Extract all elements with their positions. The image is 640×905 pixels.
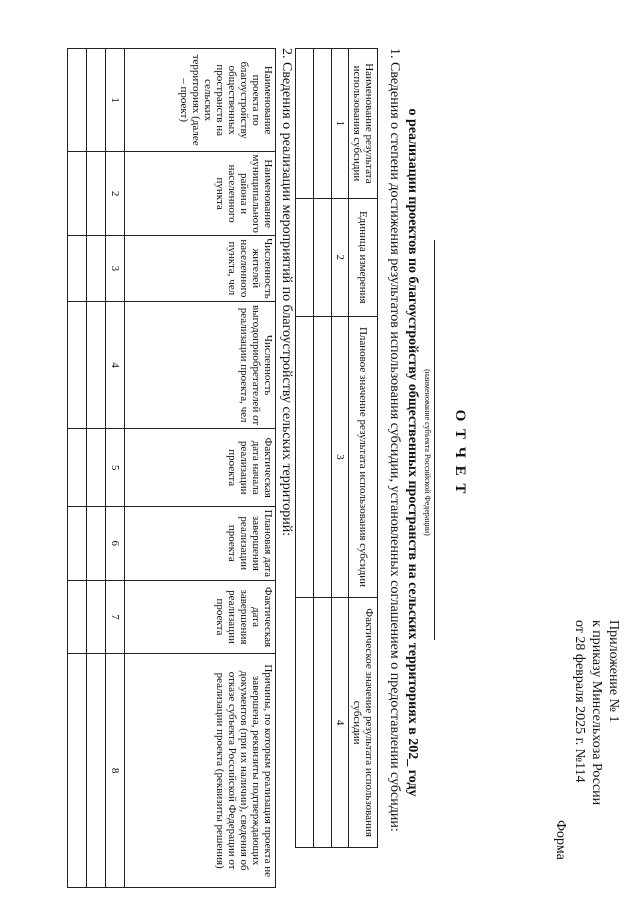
column-number-row [106, 49, 125, 888]
table-cell [296, 598, 314, 848]
column-number: 3 [106, 235, 125, 301]
table-cell [296, 49, 314, 199]
column-header: Наименование проекта по благоустройству общественных пространств на сельских территориях (далее – проект) [125, 49, 276, 152]
column-header: Численность жителей населенного пункта, чел [125, 235, 276, 301]
table-cell [87, 507, 106, 581]
subject-blank-line [434, 240, 436, 640]
table-header-row [349, 49, 378, 848]
column-header: Фактическая дата начала реализации проекта [125, 429, 276, 507]
form-label: Форма [553, 820, 568, 860]
report-title-word: О Т Ч Е Т [452, 409, 468, 496]
column-header: Плановое значение результата использования субсидии [349, 316, 378, 598]
table-cell [68, 507, 87, 581]
column-number: 8 [106, 654, 125, 888]
table-cell [68, 654, 87, 888]
column-header: Единица измерения [349, 198, 378, 316]
table-cell [314, 316, 332, 598]
column-header: Фактическая дата завершения реализации проекта [125, 580, 276, 654]
column-header: Причины, по которым реализация проекта не завершена, реквизиты подтверждающих документов (при их наличии), сведения об отказе субъекта Российской Федерации от реализации проекта (реквизиты решения) [125, 654, 276, 888]
column-number: 4 [106, 301, 125, 429]
column-header: Фактическое значение результата использования субсидии [349, 598, 378, 848]
table-cell [87, 429, 106, 507]
section2-heading: 2. Сведения о реализации мероприятий по благоустройству сельских территорий: [279, 48, 294, 537]
table-cell [296, 316, 314, 598]
table-row [296, 49, 314, 848]
table-row [87, 49, 106, 888]
appendix-header [571, 620, 622, 880]
table-cell [87, 301, 106, 429]
section1-heading: 1. Сведения о степени достижения результатов использования субсидии, установленных соглашением о предоставлении субсидии: [387, 48, 402, 832]
table-cell [87, 49, 106, 152]
table-cell [68, 301, 87, 429]
column-number: 2 [332, 198, 349, 316]
column-number: 5 [106, 429, 125, 507]
column-number: 7 [106, 580, 125, 654]
column-number: 4 [332, 598, 349, 848]
table-cell [87, 235, 106, 301]
subject-caption: (наименование субъекта Российской Федерации) [423, 369, 432, 536]
table-header-row [125, 49, 276, 888]
table-cell [314, 598, 332, 848]
column-number: 1 [332, 49, 349, 199]
table-cell [296, 198, 314, 316]
table-cell [87, 654, 106, 888]
column-header: Плановая дата завершения реализации проекта [125, 507, 276, 581]
appendix-number: Приложение № 1 [606, 620, 621, 723]
table-cell [314, 49, 332, 199]
report-main-title: о реализации проектов по благоустройству общественных пространств на сельских территориях в 202_ году [405, 108, 420, 797]
order-reference: к приказу Минсельхоза России [589, 620, 604, 806]
results-table [295, 48, 378, 848]
table-cell [68, 580, 87, 654]
table-row [68, 49, 87, 888]
table-cell [314, 198, 332, 316]
column-number: 1 [106, 49, 125, 152]
table-cell [68, 152, 87, 236]
column-number-row [332, 49, 349, 848]
column-number: 2 [106, 152, 125, 236]
table-cell [87, 580, 106, 654]
column-header: Наименование результата использования субсидии [349, 49, 378, 199]
column-header: Численность выгодоприобретателей от реализации проекта, чел [125, 301, 276, 429]
projects-table [67, 48, 276, 888]
column-number: 3 [332, 316, 349, 598]
table-row [314, 49, 332, 848]
column-header: Наименование муниципального района и населенного пункта [125, 152, 276, 236]
table-cell [87, 152, 106, 236]
order-date: от 28 февраля 2025 г. №114 [572, 620, 587, 783]
column-number: 6 [106, 507, 125, 581]
table-cell [68, 429, 87, 507]
table-cell [68, 235, 87, 301]
table-cell [68, 49, 87, 152]
